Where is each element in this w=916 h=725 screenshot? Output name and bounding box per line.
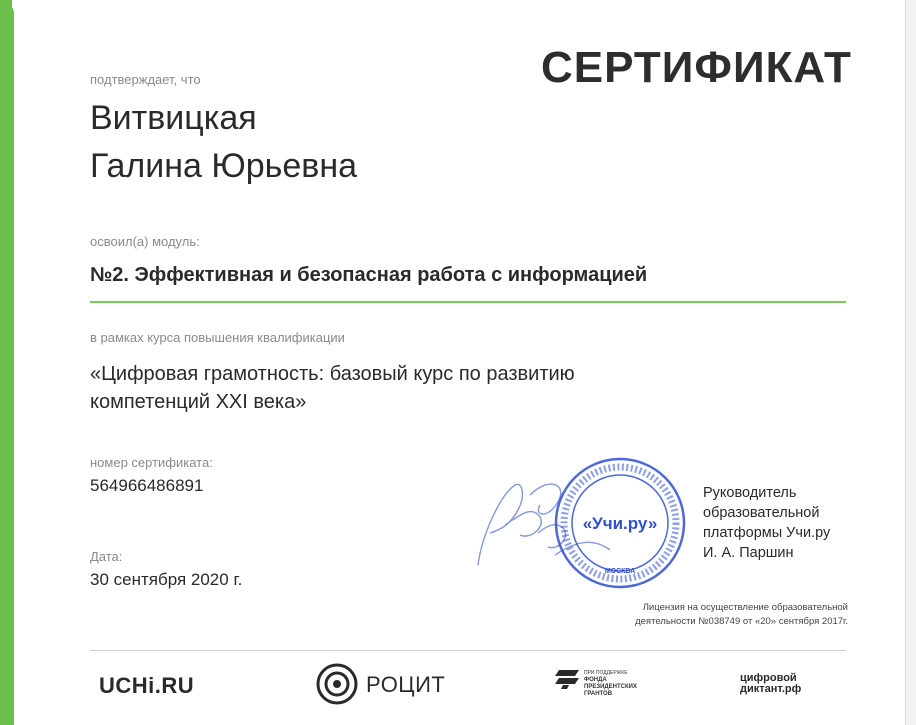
fpg-line-3: ГРАНТОВ	[584, 691, 613, 697]
signer-block	[703, 483, 830, 563]
certificate-number-label: номер сертификата:	[90, 455, 213, 470]
uchi-ru-logo: UCHi.RU	[99, 673, 195, 698]
fpg-line-1: ФОНДА	[584, 677, 607, 683]
digital-dictation-logo	[740, 673, 801, 695]
confirms-label: подтверждает, что	[90, 72, 201, 87]
stamp-center-text: «Учи.ру»	[582, 514, 658, 533]
fpg-pre-text: ПРИ ПОДДЕРЖКЕ	[584, 670, 628, 676]
presidential-grants-fund-logo	[584, 670, 637, 698]
signer-line-2: образовательной	[703, 505, 820, 521]
recipient-surname: Витвицкая	[90, 99, 257, 137]
course-label: в рамках курса повышения квалификации	[90, 330, 345, 345]
license-note	[598, 601, 848, 629]
date-label: Дата:	[90, 549, 123, 564]
license-line-2: деятельности №038749 от «20» сентября 2017г.	[635, 616, 848, 627]
certificate-number: 564966486891	[90, 476, 204, 495]
rocit-logo-text: РОЦИТ	[366, 672, 446, 697]
stamp-and-signature	[460, 455, 700, 605]
signer-line-3: платформы Учи.ру	[703, 525, 831, 541]
footer-divider	[90, 650, 846, 651]
dict-line-2: диктант.рф	[740, 683, 802, 695]
dict-line-1: цифровой	[740, 672, 797, 684]
course-title: «Цифровая грамотность: базовый курс по развитию компетенций XXI века»	[90, 363, 575, 413]
signer-line-4: И. А. Паршин	[703, 545, 794, 561]
section-divider	[90, 301, 846, 303]
module-title: №2. Эффективная и безопасная работа с информацией	[90, 264, 648, 286]
presidential-grants-fund-icon	[555, 668, 581, 690]
issue-date: 30 сентября 2020 г.	[90, 570, 243, 589]
module-label: освоил(а) модуль:	[90, 234, 200, 249]
stamp-city-text: МОСКВА	[604, 568, 636, 575]
green-left-border	[0, 0, 14, 725]
recipient-given-names: Галина Юрьевна	[90, 147, 358, 185]
fpg-line-2: ПРЕЗИДЕНТСКИХ	[584, 684, 637, 690]
rocit-logo-icon	[315, 662, 359, 706]
right-edge	[905, 0, 916, 725]
license-line-1: Лицензия на осуществление образовательной	[642, 602, 848, 613]
certificate-title: СЕРТИФИКАТ	[541, 43, 852, 92]
signer-line-1: Руководитель	[703, 485, 797, 501]
